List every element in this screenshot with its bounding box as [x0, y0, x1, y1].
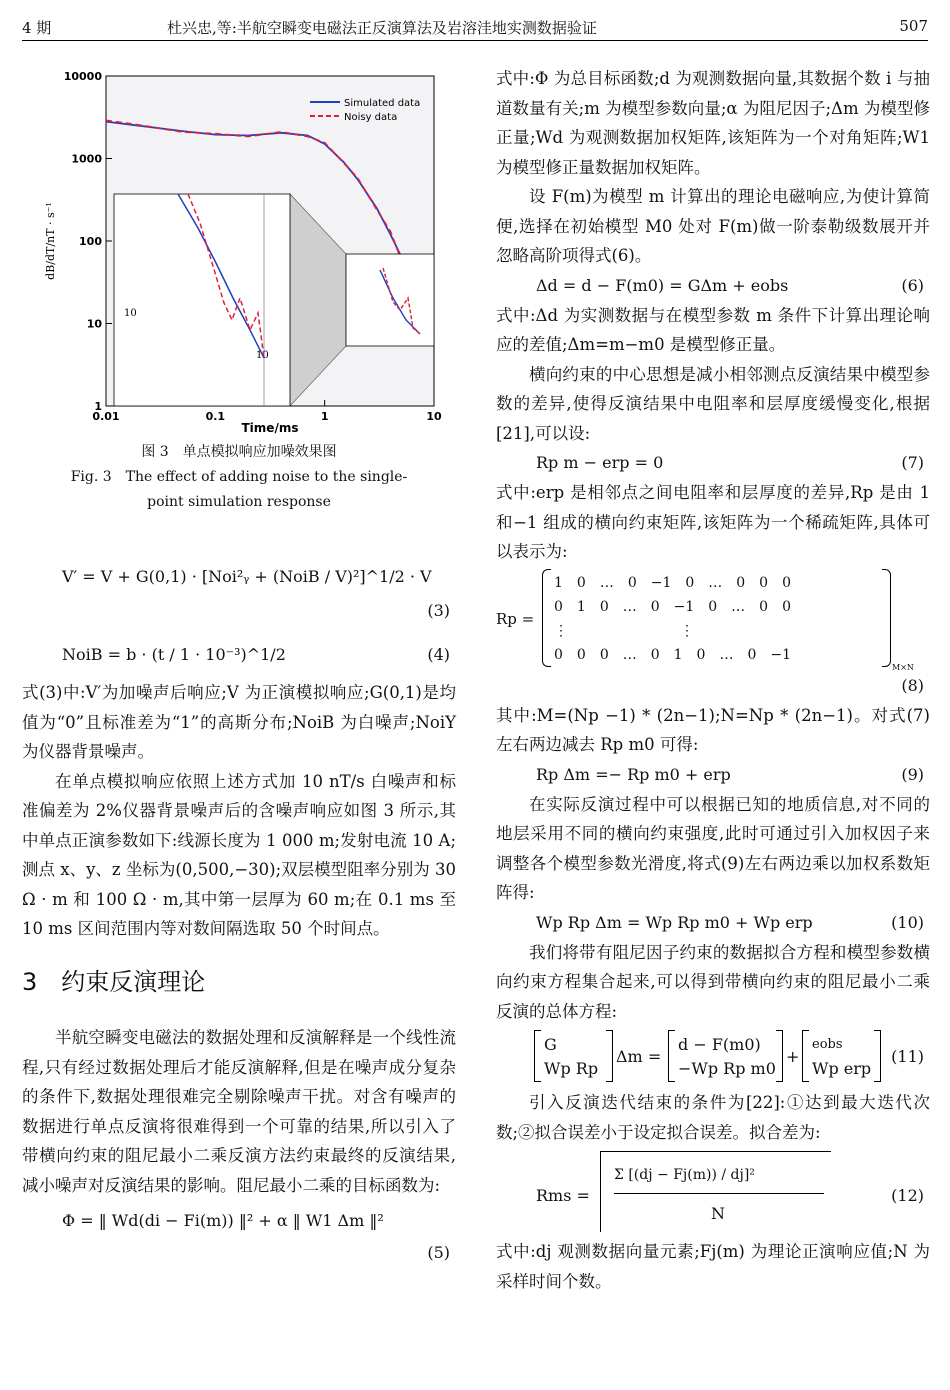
equation-10: Wp Rp Δm = Wp Rp m0 + Wp erp (10)	[536, 912, 924, 932]
paragraph-eq12-explain: 式中:dj 观测数据向量元素;Fj(m) 为理论正演响应值;N 为采样时间个数。	[496, 1242, 930, 1291]
figure-caption	[22, 440, 456, 515]
section-heading-3: 3 约束反演理论	[22, 967, 206, 996]
matrix-rp	[496, 567, 930, 671]
paragraph-noise-setup: 在单点模拟响应依照上述方式加 10 nT/s 白噪声和标准偏差为 2%仪器背景噪声后的含噪声响应如图 3 所示,其中单点正演参数如下:线源长度为 1 000 m;发射电流 10 A;测点 x、y、z 坐标为(0,500,−30);双层模型阻率分别为 30 Ω · m 和 100 Ω · m,其中第一层厚为 60 m;在 0.1 ms 至 10 ms 区间范围内等对数间隔选取 50 个时间点。	[22, 771, 456, 938]
figure-3-chart	[28, 58, 448, 436]
y-tick-label: 100	[79, 235, 102, 248]
legend-noisy-label: Noisy data	[344, 112, 398, 123]
page-header	[22, 14, 928, 41]
paragraph-symbols: 式中:Φ 为总目标函数;d 为观测数据向量,其数据个数 i 与抽道数量有关;m 为模型参数向量;α 为阻尼因子;Δm 为模型修正量;Wd 为观测数据加权矩阵,该矩阵为一个对角矩阵;W1 为模型修正量数据加权矩阵。	[496, 69, 930, 177]
y-tick-label: 10	[86, 317, 102, 331]
paragraph-taylor: 设 F(m)为模型 m 计算出的理论电磁响应,为使计算简便,选择在初始模型 M0 处对 F(m)做一阶泰勒级数展开并忽略高阶项得式(6)。	[496, 187, 930, 265]
equation-8-number: (8)	[901, 675, 924, 695]
caption-cn: 图 3 单点模拟响应加噪效果图	[141, 444, 337, 460]
matrix-row-3: ⋮ ⋮	[554, 622, 694, 639]
equation-6: Δd = d − F(m0) = GΔm + eobs (6)	[536, 275, 924, 295]
paragraph-eq6-explain: 式中:Δd 为实测数据与在模型参数 m 条件下计算出理论响应的差值;Δm=m−m0 是模型修正量。	[496, 305, 930, 354]
equation-4	[22, 626, 456, 678]
y-axis-label: dB/dT/nT · s⁻¹	[44, 202, 57, 280]
eq4-body: NoiB = b · (t / 1 · 10⁻³)^1/2	[62, 645, 286, 664]
x-tick-label: 0.01	[92, 410, 120, 423]
x-tick-label: 1	[320, 410, 329, 423]
eq3-body: V′ = V + G(0,1) · [Noi²ᵧ + (NoiB / V)²]^1/2 · V	[62, 567, 432, 586]
inset-tick-1: 10	[124, 308, 137, 319]
zoom-box	[346, 254, 434, 346]
equation-5-number: (5)	[427, 1243, 450, 1262]
issue-number: 4 期	[22, 19, 52, 37]
matrix-size: M×N	[892, 662, 914, 672]
matrix-label: Rp =	[496, 609, 535, 628]
y-tick-label: 10000	[63, 70, 102, 83]
caption-en-2: point simulation response	[147, 494, 331, 510]
equation-11: G Wp Rp Δm = d − F(m0) −Wp Rp m0 + eobs Wp erp (11)	[496, 1026, 930, 1088]
paragraph-inversion-intro: 半航空瞬变电磁法的数据处理和反演解释是一个线性流程,只有经过数据处理后才能反演解释,但是在噪声成分复杂的条件下,数据处理很难完全剔除噪声干扰。对含有噪声的数据进行单点反演将很难得到一个可靠的结果,所以引入了带横向约束的阻尼最小二乘反演方法约束最终的反演结果,减小噪声对反演结果的影响。阻尼最小二乘的目标函数为:	[22, 1028, 456, 1195]
paragraph-lateral-constraint: 横向约束的中心思想是减小相邻测点反演结果中模型参数的差异,使得反演结果中电阻率和层厚度缓慢变化,根据[21],可以设:	[496, 364, 930, 443]
paragraph-dimensions: 其中:M=(Np −1) * (2n−1);N=Np * (2n−1)。对式(7)左右两边减去 Rp m0 可得:	[496, 705, 930, 754]
inset-tick-2: 10	[256, 350, 269, 361]
right-column	[496, 64, 930, 1296]
paragraph-combined: 我们将带有阻尼因子约束的数据拟合方程和模型参数横向约束方程集合起来,可以得到带横向约束的阻尼最小二乘反演的总体方程:	[496, 942, 930, 1021]
legend-simulated-label: Simulated data	[344, 98, 421, 109]
equation-7: Rp m − erp = 0 (7)	[536, 453, 924, 472]
equation-12: Rms = Σ [(dj − Fj(m)) / dj]² N (12)	[496, 1147, 930, 1237]
y-tick-label: 1000	[71, 152, 102, 166]
left-column	[22, 556, 456, 1268]
paragraph-stop-conditions: 引入反演迭代结束的条件为[22]:①达到最大迭代次数;②拟合误差小于设定拟合误差。拟合差为:	[496, 1093, 930, 1142]
paragraph-eq3-explain: 式(3)中:V′为加噪声后响应;V 为正演模拟响应;G(0,1)是均值为“0”且标准差为“1”的高斯分布;NoiB 为白噪声;NoiY 为仪器背景噪声。	[22, 683, 456, 761]
caption-en-1: Fig. 3 The effect of adding noise to the single-	[70, 469, 408, 485]
equation-5	[22, 1206, 456, 1238]
page-number: 507	[899, 17, 928, 35]
matrix-row-4: 0 0 0 … 0 1 0 … 0 −1	[554, 646, 791, 663]
eq4-number: (4)	[427, 645, 450, 664]
x-tick-label: 10	[426, 410, 442, 423]
equation-9: Rp Δm =− Rp m0 + erp (9)	[536, 764, 924, 784]
x-axis-label: Time/ms	[241, 421, 299, 435]
eq5-body: Φ = ‖ Wd(di − Fi(m)) ‖² + α ‖ W1 Δm ‖²	[62, 1211, 384, 1230]
paragraph-matrix-intro: 式中:erp 是相邻点之间电阻率和层厚度的差异,Rp 是由 1 和−1 组成的横向约束矩阵,该矩阵为一个稀疏矩阵,具体可以表示为:	[496, 483, 930, 561]
running-title: 杜兴忠,等:半航空瞬变电磁法正反演算法及岩溶洼地实测数据验证	[167, 19, 597, 37]
x-tick-label: 0.1	[205, 410, 226, 423]
matrix-row-2: 0 1 0 … 0 −1 0 … 0 0	[554, 598, 791, 615]
y-tick-label: 1	[94, 400, 102, 413]
equation-3-number: (3)	[427, 601, 450, 620]
equation-3	[22, 556, 456, 596]
matrix-row-1: 1 0 … 0 −1 0 … 0 0 0	[554, 574, 791, 591]
paragraph-weighting: 在实际反演过程中可以根据已知的地质信息,对不同的地层采用不同的横向约束强度,此时可通过引入加权因子来调整各个模型参数光滑度,将式(9)左右两边乘以加权系数矩阵得:	[496, 794, 930, 902]
